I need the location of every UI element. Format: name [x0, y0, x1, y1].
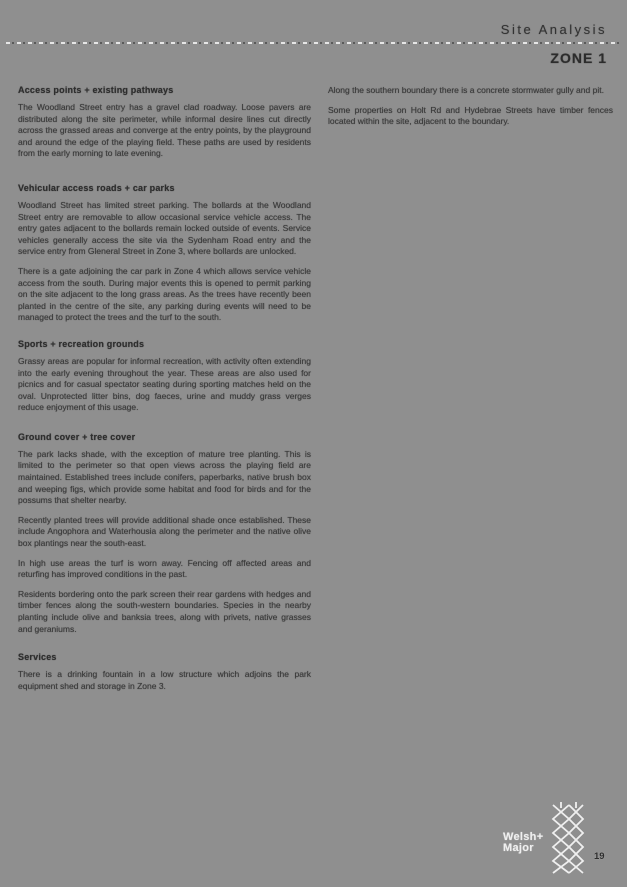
- section-heading-ground-cover: Ground cover + tree cover: [18, 431, 136, 442]
- right-column: [328, 85, 613, 136]
- paragraph: Recently planted trees will provide additional shade once established. These include Angophora and Waterhousia along the perimeter and the native olive box plantings near the south-east.: [18, 514, 311, 549]
- left-column: [18, 85, 311, 700]
- paragraph: Grassy areas are popular for informal recreation, with activity often extending into the early evening throughout the year. These areas are also used for picnics and for casual spectator seating during sporting matches held on the oval. Unprotected litter bins, dog faeces, urine and muddy grass verges reduce enjoyment of this usage.: [18, 355, 311, 413]
- zone-heading: ZONE 1: [550, 50, 607, 66]
- paragraph: In high use areas the turf is worn away. Fencing off affected areas and returfing has improved conditions in the past.: [18, 557, 311, 580]
- document-title: Site Analysis: [500, 22, 607, 37]
- section-heading-access-points: Access points + existing pathways: [18, 85, 174, 95]
- paragraph: The park lacks shade, with the exception of mature tree planting. This is limited to the perimeter so that open views across the playing field are maintained. Established trees include conifers, paperbarks, native brush box and weeping figs, which provide some habitat and food for birds and for the possums that shelter nearby.: [18, 448, 311, 506]
- logo-line2: Major: [503, 841, 534, 854]
- section-heading-sports-grounds: Sports + recreation grounds: [18, 338, 145, 349]
- paragraph: Woodland Street has limited street parking. The bollards at the Woodland Street entry are removable to allow occasional service vehicle access. The entry gates adjacent to the bollards remain locked outside of events. Service vehicles generally access the site via the Sydenham Road entry and the service entry from Gleneral Street in Zone 3, where bollards are unlocked.: [18, 199, 311, 257]
- paragraph: There is a drinking fountain in a low structure which adjoins the park equipment shed and storage in Zone 3.: [18, 669, 311, 691]
- section-heading-services: Services: [18, 652, 57, 663]
- section-heading-vehicular-access: Vehicular access roads + car parks: [18, 182, 175, 193]
- paragraph: Residents bordering onto the park screen their rear gardens with hedges and timber fences along the south-western boundaries. Species in the nearby planting include olive and banksia trees, along with privets, native grasses and geraniums.: [18, 588, 311, 634]
- welsh-major-logo: [503, 800, 593, 875]
- logo-line1: Welsh+: [503, 831, 544, 843]
- dashed-divider: [6, 42, 621, 44]
- zigzag-weave-icon: [545, 802, 589, 874]
- paragraph: There is a gate adjoining the car park in Zone 4 which allows service vehicle access from the south. During major events this is opened to permit parking on the site adjacent to the long grass areas. As the trees have recently been planted in the centre of the site, any parking during events will need to be managed to protect the trees and the turf to the south.: [18, 265, 311, 323]
- paragraph: The Woodland Street entry has a gravel clad roadway. Loose pavers are distributed along the site perimeter, while informal desire lines cut directly across the grassed areas and converge at the entry points, by the playground and around the edge of the playing field. These paths are used by residents from the early morning to late evening.: [18, 102, 311, 159]
- welsh-major-logo-text: [503, 832, 543, 853]
- page-number: 19: [594, 851, 605, 862]
- paragraph: Some properties on Holt Rd and Hydebrae Streets have timber fences located within the site, adjacent to the boundary.: [328, 104, 613, 127]
- paragraph: Along the southern boundary there is a concrete stormwater gully and pit.: [328, 85, 604, 95]
